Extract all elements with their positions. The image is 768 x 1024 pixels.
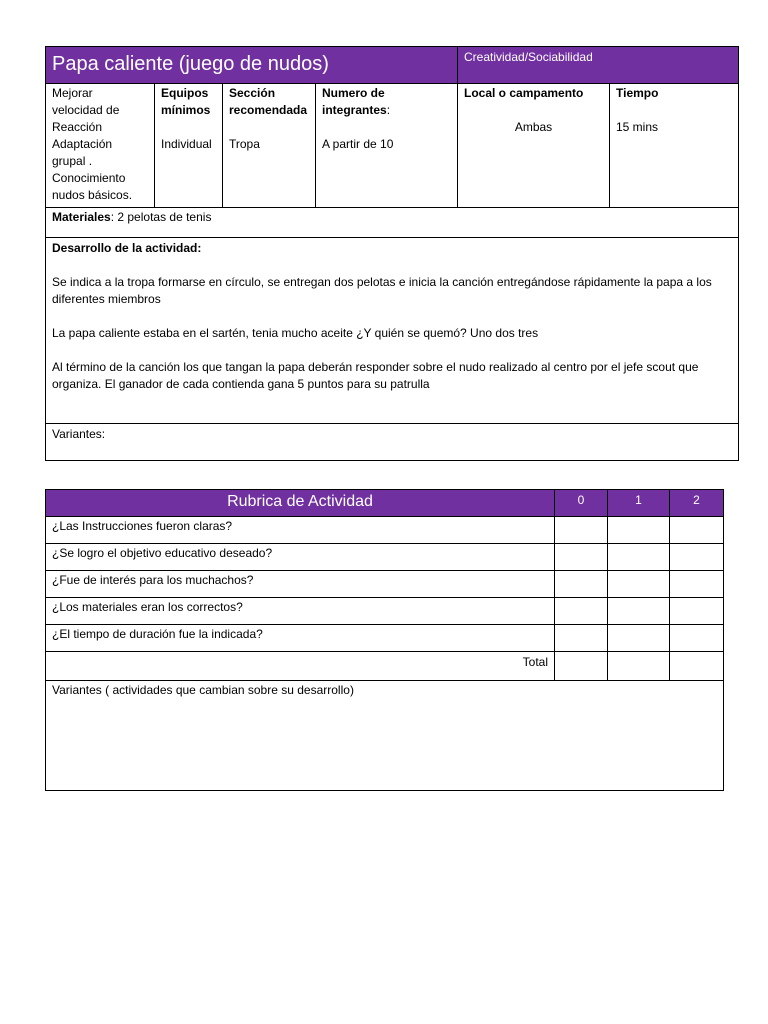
time-cell	[610, 84, 739, 208]
members-value: A partir de 10	[322, 137, 394, 151]
score-cell[interactable]	[555, 598, 608, 625]
score-cell[interactable]	[670, 517, 724, 544]
rubric-question: ¿Los materiales eran los correctos?	[46, 598, 555, 625]
materials-label: Materiales	[52, 210, 111, 224]
total-cell[interactable]	[670, 652, 724, 681]
score-cell[interactable]	[555, 517, 608, 544]
objective-line: velocidad de	[52, 103, 120, 117]
equipment-header: Equipos	[161, 86, 209, 100]
score-cell[interactable]	[608, 544, 670, 571]
objective-line: grupal .	[52, 154, 93, 168]
objective-line: Reacción	[52, 120, 103, 134]
objective-cell	[46, 84, 155, 208]
objective-line: Conocimiento	[52, 171, 126, 185]
time-value: 15 mins	[616, 120, 659, 134]
members-header: integrantes	[322, 103, 387, 117]
table-row	[46, 571, 724, 598]
score-cell[interactable]	[670, 625, 724, 652]
total-cell[interactable]	[608, 652, 670, 681]
total-label: Total	[46, 652, 555, 681]
rubric-variants-cell: Variantes ( actividades que cambian sobre su desarrollo)	[46, 681, 724, 791]
score-cell[interactable]	[608, 571, 670, 598]
table-row	[46, 544, 724, 571]
score-cell[interactable]	[608, 517, 670, 544]
score-header: 0	[555, 490, 608, 517]
section-header: Sección	[229, 86, 276, 100]
activity-sheet	[45, 46, 739, 461]
members-colon: :	[386, 103, 391, 117]
score-cell[interactable]	[670, 571, 724, 598]
total-cell[interactable]	[555, 652, 608, 681]
objective-line: nudos básicos.	[52, 188, 133, 202]
score-cell[interactable]	[608, 625, 670, 652]
objective-line: Adaptación	[52, 137, 113, 151]
score-cell[interactable]	[555, 571, 608, 598]
members-cell	[316, 84, 458, 208]
development-paragraph: Se indica a la tropa formarse en círculo, se entregan dos pelotas e inicia la canción entregándose rápidamente la papa a los diferentes miembros	[52, 275, 712, 306]
rubric-question: ¿Las Instrucciones fueron claras?	[46, 517, 555, 544]
section-value: Tropa	[229, 137, 260, 151]
activity-title: Papa caliente (juego de nudos)	[46, 47, 458, 84]
score-cell[interactable]	[555, 544, 608, 571]
location-cell	[458, 84, 610, 208]
members-header: Numero de	[322, 86, 385, 100]
rubric-question: ¿Fue de interés para los muchachos?	[46, 571, 555, 598]
activity-category: Creatividad/Sociabilidad	[458, 47, 739, 84]
table-row	[46, 625, 724, 652]
materials-value: : 2 pelotas de tenis	[110, 210, 212, 224]
table-row	[46, 652, 724, 681]
section-header: recomendada	[229, 103, 308, 117]
equipment-cell	[155, 84, 223, 208]
score-cell[interactable]	[555, 625, 608, 652]
equipment-header: mínimos	[161, 103, 211, 117]
score-cell[interactable]	[670, 544, 724, 571]
rubric-question: ¿El tiempo de duración fue la indicada?	[46, 625, 555, 652]
location-value: Ambas	[514, 120, 553, 134]
equipment-value: Individual	[161, 137, 212, 151]
development-label: Desarrollo de la actividad:	[52, 241, 202, 255]
location-header: Local o campamento	[464, 86, 584, 100]
score-header: 2	[670, 490, 724, 517]
rubric-question: ¿Se logro el objetivo educativo deseado?	[46, 544, 555, 571]
score-cell[interactable]	[670, 598, 724, 625]
rubric-table	[45, 489, 724, 791]
time-header: Tiempo	[616, 86, 659, 100]
rubric-title: Rubrica de Actividad	[46, 490, 555, 517]
development-paragraph: La papa caliente estaba en el sartén, tenia mucho aceite ¿Y quién se quemó? Uno dos tres	[52, 326, 539, 340]
table-row	[46, 517, 724, 544]
objective-line: Mejorar	[52, 86, 93, 100]
score-cell[interactable]	[608, 598, 670, 625]
table-row	[46, 598, 724, 625]
score-header: 1	[608, 490, 670, 517]
materials-cell	[46, 208, 739, 238]
variants-cell: Variantes:	[46, 424, 739, 461]
development-cell	[46, 238, 739, 424]
section-cell	[223, 84, 316, 208]
development-paragraph: Al término de la canción los que tangan la papa deberán responder sobre el nudo realizado al centro por el jefe scout que organiza. El ganador de cada contienda gana 5 puntos para su patrulla	[52, 360, 699, 391]
